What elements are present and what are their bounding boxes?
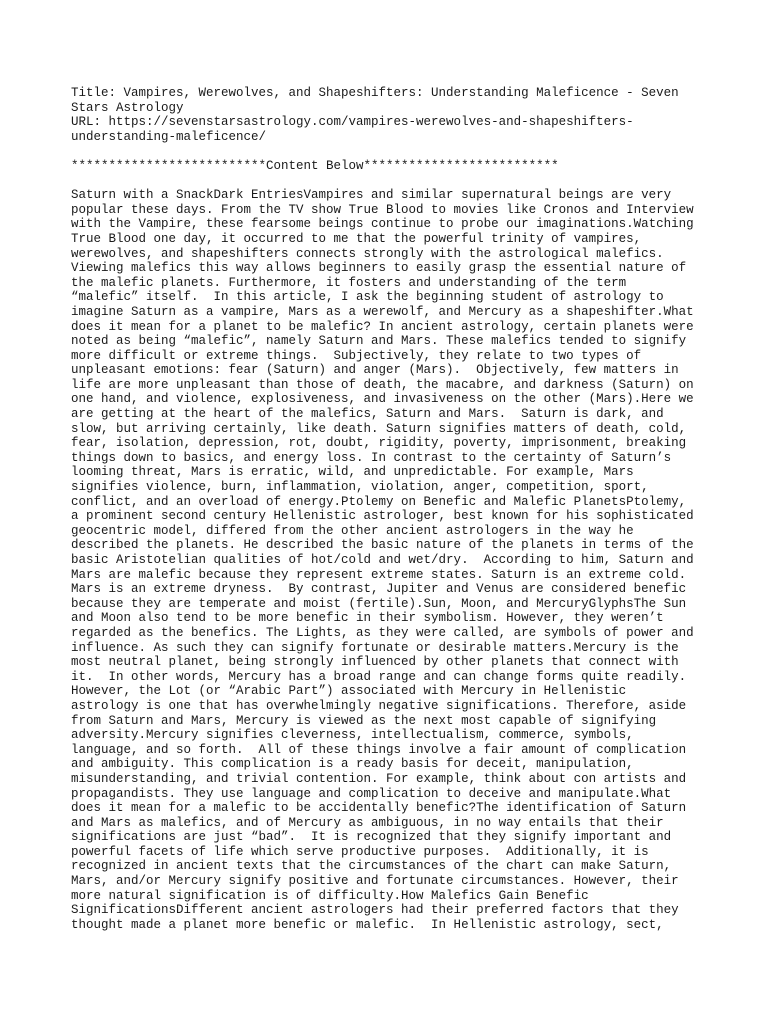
body-text-line: recognized in ancient texts that the circumstances of the chart can make Saturn, (71, 859, 672, 874)
body-text-line: Mars, and/or Mercury signify positive and fortunate circumstances. However, their (71, 874, 679, 889)
body-text-line: regarded as the benefics. The Lights, as they were called, are symbols of power and (71, 625, 694, 640)
article-body (71, 188, 711, 932)
body-text-line: SignificationsDifferent ancient astrologers had their preferred factors that they (71, 903, 679, 918)
spacer (71, 174, 711, 189)
body-text-line: conflict, and an overload of energy.Ptolemy on Benefic and Malefic PlanetsPtolemy, (71, 494, 687, 509)
body-text-line: Saturn with a SnackDark EntriesVampires and similar supernatural beings are very (71, 188, 672, 203)
url-line: understanding-maleficence/ (71, 129, 267, 144)
body-text-line: it. In other words, Mercury has a broad range and can change forms quite readily. (71, 669, 687, 684)
body-text-line: powerful facets of life which serve productive purposes. Additionally, it is (71, 844, 649, 859)
title-line: Title: Vampires, Werewolves, and Shapeshifters: Understanding Maleficence - Seven (71, 86, 679, 100)
body-text-line: more difficult or extreme things. Subjectively, they relate to two types of (71, 348, 642, 363)
body-text-line: and Moon also tend to be more benefic in their symbolism. However, they weren’t (71, 611, 664, 626)
body-text-line: more natural signification is of difficulty.How Malefics Gain Benefic (71, 888, 589, 903)
body-text-line: described the planets. He described the basic nature of the planets in terms of the (71, 538, 694, 553)
body-text-line: does it mean for a malefic to be accidentally benefic?The identification of Saturn (71, 801, 687, 816)
body-text-line: a prominent second century Hellenistic astrologer, best known for his sophisticated (71, 509, 694, 524)
document-header (71, 86, 711, 144)
body-text-line: imagine Saturn as a vampire, Mars as a werewolf, and Mercury as a shapeshifter.What (71, 304, 694, 319)
body-text-line: looming threat, Mars is erratic, wild, and unpredictable. For example, Mars (71, 465, 634, 480)
body-text-line: the malefic planets. Furthermore, it fosters and understanding of the term (71, 275, 627, 290)
body-text-line: things down to basics, and energy loss. In contrast to the certainty of Saturn’s (71, 450, 672, 465)
body-text-line: are getting at the heart of the malefics, Saturn and Mars. Saturn is dark, and (71, 407, 664, 422)
body-text-line: from Saturn and Mars, Mercury is viewed as the next most capable of signifying (71, 713, 657, 728)
title-line: Stars Astrology (71, 100, 184, 115)
body-text-line: signifies violence, burn, inflammation, violation, anger, competition, sport, (71, 480, 649, 495)
body-text-line: geocentric model, differed from the other ancient astrologers in the way he (71, 523, 634, 538)
body-text-line: popular these days. From the TV show True Blood to movies like Cronos and Interview (71, 202, 694, 217)
body-text-line: slow, but arriving certainly, like death. Saturn signifies matters of death, cold, (71, 421, 687, 436)
body-text-line: most neutral planet, being strongly influenced by other planets that connect with (71, 655, 679, 670)
body-text-line: adversity.Mercury signifies cleverness, intellectualism, commerce, symbols, (71, 728, 634, 743)
body-text-line: Mars is an extreme dryness. By contrast, Jupiter and Venus are considered benefic (71, 582, 687, 597)
body-text-line: language, and so forth. All of these things involve a fair amount of complication (71, 742, 687, 757)
body-text-line: astrology is one that has overwhelmingly negative significations. Therefore, aside (71, 698, 687, 713)
body-text-line: fear, isolation, depression, rot, doubt, rigidity, poverty, imprisonment, breaking (71, 436, 687, 451)
body-text-line: True Blood one day, it occurred to me that the powerful trinity of vampires, (71, 231, 642, 246)
body-text-line: influence. As such they can signify fortunate or desirable matters.Mercury is the (71, 640, 679, 655)
spacer (71, 144, 711, 159)
body-text-line: life are more unpleasant than those of death, the macabre, and darkness (Saturn) on (71, 377, 694, 392)
body-text-line: “malefic” itself. In this article, I ask the beginning student of astrology to (71, 290, 664, 305)
body-text-line: Mars are malefic because they represent extreme states. Saturn is an extreme cold. (71, 567, 687, 582)
body-text-line: because they are temperate and moist (fertile).Sun, Moon, and MercuryGlyphsThe Sun (71, 596, 687, 611)
body-text-line: However, the Lot (or “Arabic Part”) associated with Mercury in Hellenistic (71, 684, 627, 699)
body-text-line: one hand, and violence, explosiveness, and invasiveness on the other (Mars).Here we (71, 392, 694, 407)
body-text-line: propagandists. They use language and complication to deceive and manipulate.What (71, 786, 672, 801)
body-text-line: unpleasant emotions: fear (Saturn) and anger (Mars). Objectively, few matters in (71, 363, 679, 378)
body-text-line: Viewing malefics this way allows beginners to easily grasp the essential nature of (71, 261, 687, 276)
document-page (71, 86, 711, 932)
body-text-line: misunderstanding, and trivial contention. For example, think about con artists and (71, 771, 687, 786)
body-text-line: with the Vampire, these fearsome beings continue to probe our imaginations.Watching (71, 217, 694, 232)
body-text-line: and Mars as malefics, and of Mercury as ambiguous, in no way entails that their (71, 815, 664, 830)
body-text-line: and ambiguity. This complication is a ready basis for deceit, manipulation, (71, 757, 634, 772)
content-separator: **************************Content Below************************** (71, 158, 559, 173)
body-text-line: does it mean for a planet to be malefic? In ancient astrology, certain planets were (71, 319, 694, 334)
body-text-line: thought made a planet more benefic or malefic. In Hellenistic astrology, sect, (71, 917, 664, 932)
url-line: URL: https://sevenstarsastrology.com/vampires-werewolves-and-shapeshifters- (71, 115, 634, 130)
body-text-line: basic Aristotelian qualities of hot/cold and wet/dry. According to him, Saturn and (71, 553, 694, 567)
body-text-line: werewolves, and shapeshifters connects strongly with the astrological malefics. (71, 246, 664, 261)
body-text-line: noted as being “malefic”, namely Saturn and Mars. These malefics tended to signify (71, 334, 687, 349)
body-text-line: significations are just “bad”. It is recognized that they signify important and (71, 830, 672, 845)
